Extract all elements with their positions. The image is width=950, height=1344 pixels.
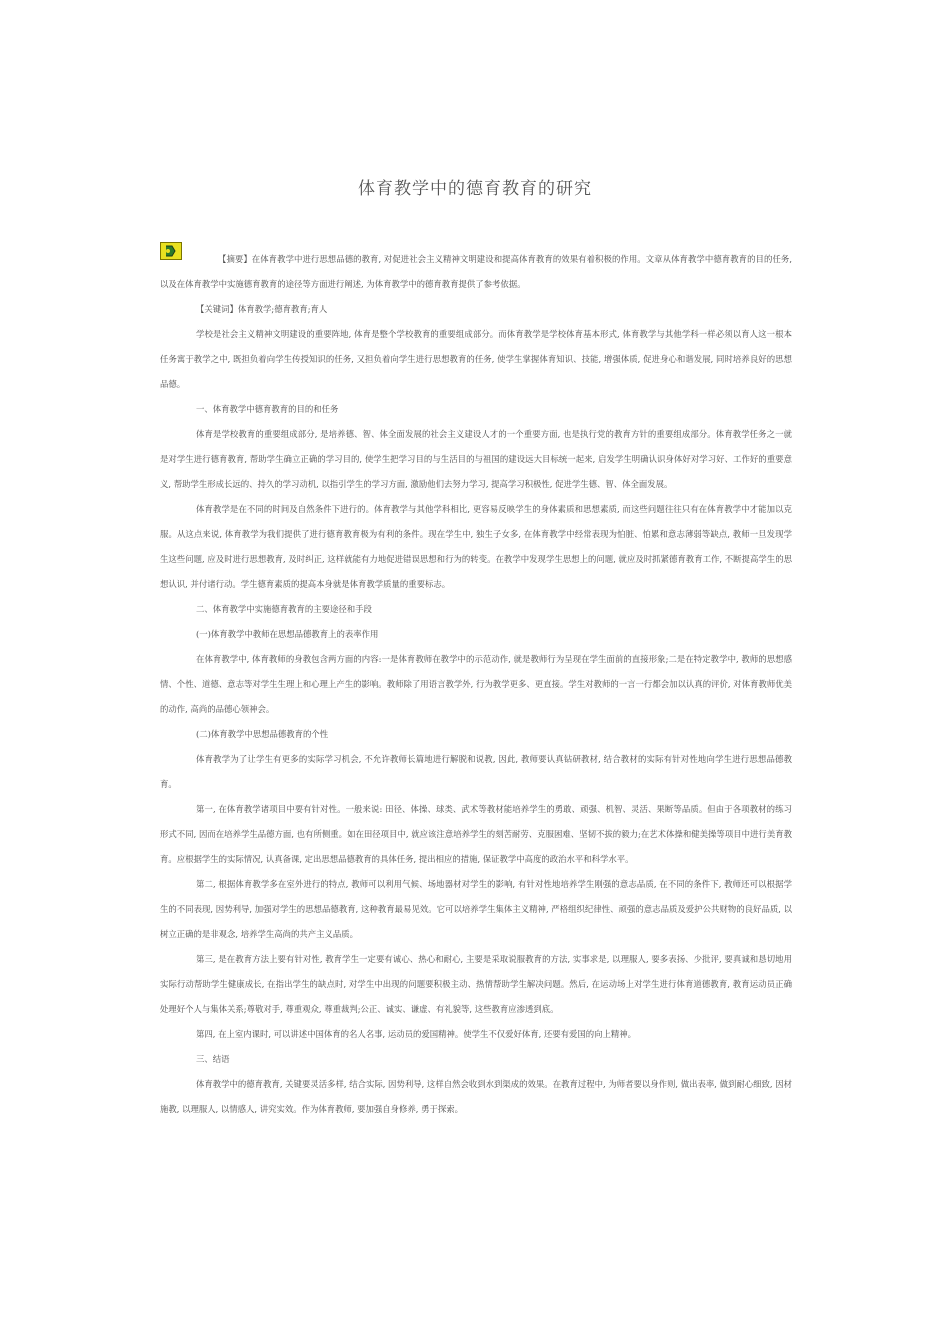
document-title: 体育教学中的德育教育的研究 xyxy=(358,179,592,199)
document-body xyxy=(160,247,792,1122)
body-paragraph: 体育是学校教育的重要组成部分, 是培养德、智、体全面发展的社会主义建设人才的一个重要方面, 也是执行党的教育方针的重要组成部分。体育教学任务之一就是对学生进行德育教育, 帮助学生确立正确的学习目的, 使学生把学习目的与生活目的与祖国的建设远大目标统一起来, 启发学生明确认识身体好对学习好、工作好的重要意义, 帮助学生形成长远的、持久的学习动机, 以指引学生的学习方面, 激励他们去努力学习, 提高学习积极性, 促进学生德、智、体全面发展。 xyxy=(160,429,792,489)
body-paragraph: 第三, 是在教育方法上要有针对性, 教育学生一定要有诚心、热心和耐心, 主要是采取说服教育的方法, 实事求是, 以理服人, 要多表扬、少批评, 要真诚和恳切地用实际行动帮助学生健康成长, 在指出学生的缺点时, 对学生中出现的问题要积极主动、热情帮助学生解决问题。然后, 在运动场上对学生进行体育道德教育, 教育运动员正确处理好个人与集体关系;尊敬对手, 尊重观众, 尊重裁判;公正、诚实、谦虚、有礼貌等, 这些教育应渗透到底。 xyxy=(160,954,792,1014)
section-heading: 一、体育教学中德育教育的目的和任务 xyxy=(196,404,339,414)
abstract-paragraph: 【摘要】在体育教学中进行思想品德的教育, 对促进社会主义精神文明建设和提高体育教育的效果有着积极的作用。文章从体育教学中德育教育的目的任务, 以及在体育教学中实施德育教育的途径等方面进行阐述, 为体育教学中的德育教育提供了参考依据。 xyxy=(160,254,792,289)
body-paragraph: 第四, 在上室内课时, 可以讲述中国体育的名人名事, 运动员的爱国精神。使学生不仅爱好体育, 还要有爱国的向上精神。 xyxy=(196,1029,637,1039)
keywords-paragraph: 【关键词】体育教学;德育教育;育人 xyxy=(196,304,328,314)
body-paragraph: 第二, 根据体育教学多在室外进行的特点, 教师可以利用气候、场地器材对学生的影响, 有针对性地培养学生刚强的意志品质, 在不同的条件下, 教师还可以根据学生的不同表现, 因势利导, 加强对学生的思想品德教育, 这种教育最易见效。它可以培养学生集体主义精神, 严格组织纪律性、顽强的意志品质及爱护公共财物的良好品质, 以树立正确的是非观念, 培养学生高尚的共产主义品质。 xyxy=(160,879,792,939)
subsection-heading: (二)体育教学中思想品德教育的个性 xyxy=(196,729,329,739)
section-heading: 二、体育教学中实施德育教育的主要途径和手段 xyxy=(196,604,372,614)
body-paragraph: 在体育教学中, 体育教师的身教包含两方面的内容:一是体育教师在教学中的示范动作, 就是教师行为呈现在学生面前的直接形象;二是在特定教学中, 教师的思想感情、个性、道德、意志等对学生生理上和心理上产生的影响。教师除了用语言教学外, 行为教学更多、更直接。学生对教师的一言一行都会加以认真的评价, 对体育教师优美的动作, 高尚的品德心领神会。 xyxy=(160,654,792,714)
body-paragraph: 体育教学为了让学生有更多的实际学习机会, 不允许教师长篇地进行解脱和说教, 因此, 教师要认真钻研教材, 结合教材的实际有针对性地向学生进行思想品德教育。 xyxy=(160,754,792,789)
body-paragraph: 体育教学中的德育教育, 关键要灵活多样, 结合实际, 因势利导, 这样自然会收到水到渠成的效果。在教育过程中, 为师者要以身作则, 做出表率, 做到耐心细致, 因材施教, 以理服人, 以情感人, 讲究实效。作为体育教师, 要加强自身修养, 勇于探索。 xyxy=(160,1079,792,1114)
body-paragraph: 体育教学是在不同的时间及自然条件下进行的。体育教学与其他学科相比, 更容易反映学生的身体素质和思想素质, 而这些问题往往只有在体育教学中才能加以克服。从这点来说, 体育教学为我们提供了进行德育教育极为有利的条件。现在学生中, 独生子女多, 在体育教学中经常表现为怕脏、怕累和意志薄弱等缺点, 教师一旦发现学生这些问题, 应及时进行思想教育, 及时纠正, 这样就能有力地促进错误思想和行为的转变。在教学中发现学生思想上的问题, 就应及时抓紧德育教育工作, 不断提高学生的思想认识, 并付诸行动。学生德育素质的提高本身就是体育教学质量的重要标志。 xyxy=(160,504,792,589)
section-heading: 三、结语 xyxy=(196,1054,230,1064)
body-paragraph: 学校是社会主义精神文明建设的重要阵地, 体育是整个学校教育的重要组成部分。而体育教学是学校体育基本形式, 体育教学与其他学科一样必须以育人这一根本任务寓于教学之中, 既担负着向学生传授知识的任务, 又担负着向学生进行思想教育的任务, 使学生掌握体育知识、技能, 增强体质, 促进身心和谐发展, 同时培养良好的思想品德。 xyxy=(160,329,792,389)
subsection-heading: (一)体育教学中教师在思想品德教育上的表率作用 xyxy=(196,629,379,639)
body-paragraph: 第一, 在体育教学诸项目中要有针对性。一般来说: 田径、体操、球类、武术等教材能培养学生的勇敢、顽强、机智、灵活、果断等品质。但由于各项教材的练习形式不同, 因而在培养学生品德方面, 也有所侧重。如在田径项目中, 就应该注意培养学生的刻苦耐劳、克服困难、坚韧不拔的毅力;在艺术体操和健美操等项目中进行美育教育。应根据学生的实际情况, 认真备课, 定出思想品德教育的具体任务, 提出相应的措施, 保证教学中高度的政治水平和科学水平。 xyxy=(160,804,792,864)
